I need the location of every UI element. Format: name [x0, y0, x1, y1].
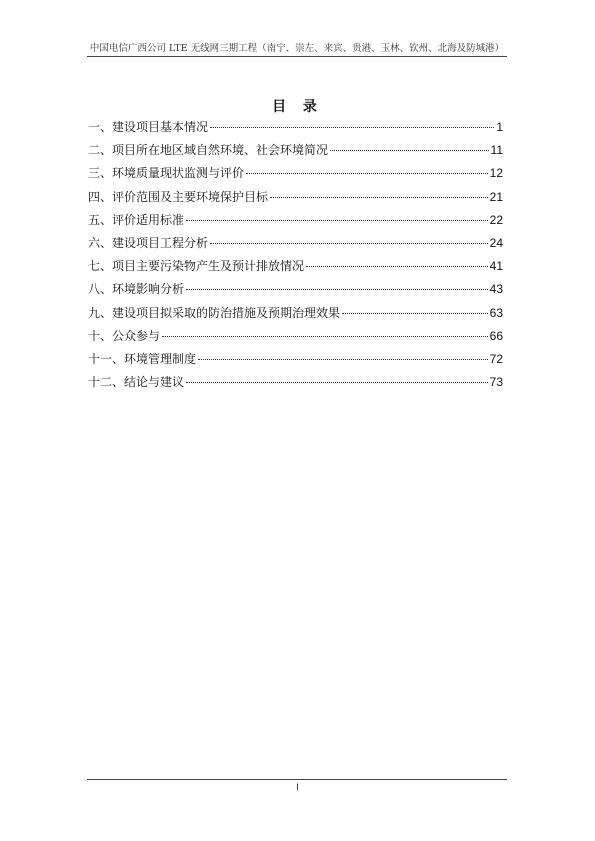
running-header: 中国电信广西公司 LTE 无线网三期工程（南宁、崇左、来宾、贵港、玉林、钦州、北海及防城港） — [89, 43, 505, 54]
toc-entry-page: 41 — [489, 259, 503, 274]
toc-entry-label: 三、环境质量现状监测与评价 — [88, 166, 245, 181]
toc-entry-label: 四、评价范围及主要环境保护目标 — [88, 189, 269, 204]
toc-entry[interactable] — [88, 162, 503, 185]
toc-entry[interactable] — [88, 255, 503, 278]
toc-entry[interactable] — [88, 371, 503, 394]
toc-entry-label: 十、公众参与 — [88, 328, 161, 343]
toc-dot-leader — [186, 220, 488, 221]
toc-entry-page: 72 — [489, 351, 503, 366]
toc-entry-page: 21 — [489, 189, 503, 204]
toc-entry-page: 73 — [489, 375, 503, 390]
toc-entry-page: 63 — [489, 305, 503, 320]
toc-entry-label: 二、项目所在地区域自然环境、社会环境简况 — [88, 143, 329, 158]
toc-entry[interactable] — [88, 325, 503, 348]
toc-dot-leader — [210, 127, 494, 128]
toc-entry-label: 十二、结论与建议 — [88, 375, 185, 390]
header-rule — [87, 56, 507, 57]
toc-entry-label: 九、建设项目拟采取的防治措施及预期治理效果 — [88, 305, 341, 320]
toc-entry[interactable] — [88, 209, 503, 232]
toc-entry[interactable] — [88, 186, 503, 209]
toc-entry-page: 24 — [489, 235, 503, 250]
toc-dot-leader — [198, 359, 488, 360]
toc-dot-leader — [246, 173, 488, 174]
toc-dot-leader — [186, 289, 488, 290]
toc-entry-label: 七、项目主要污染物产生及预计排放情况 — [88, 259, 305, 274]
toc-entry[interactable] — [88, 116, 503, 139]
toc-entry-page: 66 — [489, 328, 503, 343]
toc-title: 目 录 — [272, 99, 323, 115]
toc-entry-page: 43 — [489, 282, 503, 297]
toc-entry-label: 八、环境影响分析 — [88, 282, 185, 297]
footer-rule — [87, 779, 507, 780]
toc-dot-leader — [342, 313, 488, 314]
toc-entry[interactable] — [88, 348, 503, 371]
toc-dot-leader — [162, 336, 488, 337]
toc-entry[interactable] — [88, 139, 503, 162]
toc-entry-label: 六、建设项目工程分析 — [88, 235, 209, 250]
toc-entry-page: 12 — [489, 166, 503, 181]
toc-entry-label: 十一、环境管理制度 — [88, 351, 197, 366]
toc-entry-page: 11 — [490, 143, 503, 158]
toc-entry-page: 22 — [489, 212, 503, 227]
table-of-contents — [88, 116, 503, 394]
toc-entry-page: 1 — [496, 120, 503, 134]
toc-entry-label: 一、建设项目基本情况 — [88, 120, 209, 134]
toc-dot-leader — [210, 243, 488, 244]
toc-entry[interactable] — [88, 232, 503, 255]
toc-entry[interactable] — [88, 278, 503, 301]
toc-entry-label: 五、评价适用标准 — [88, 212, 185, 227]
toc-dot-leader — [330, 150, 489, 151]
toc-dot-leader — [306, 266, 488, 267]
toc-entry[interactable] — [88, 302, 503, 325]
page-number: I — [296, 782, 299, 792]
toc-dot-leader — [186, 382, 488, 383]
toc-dot-leader — [270, 197, 488, 198]
